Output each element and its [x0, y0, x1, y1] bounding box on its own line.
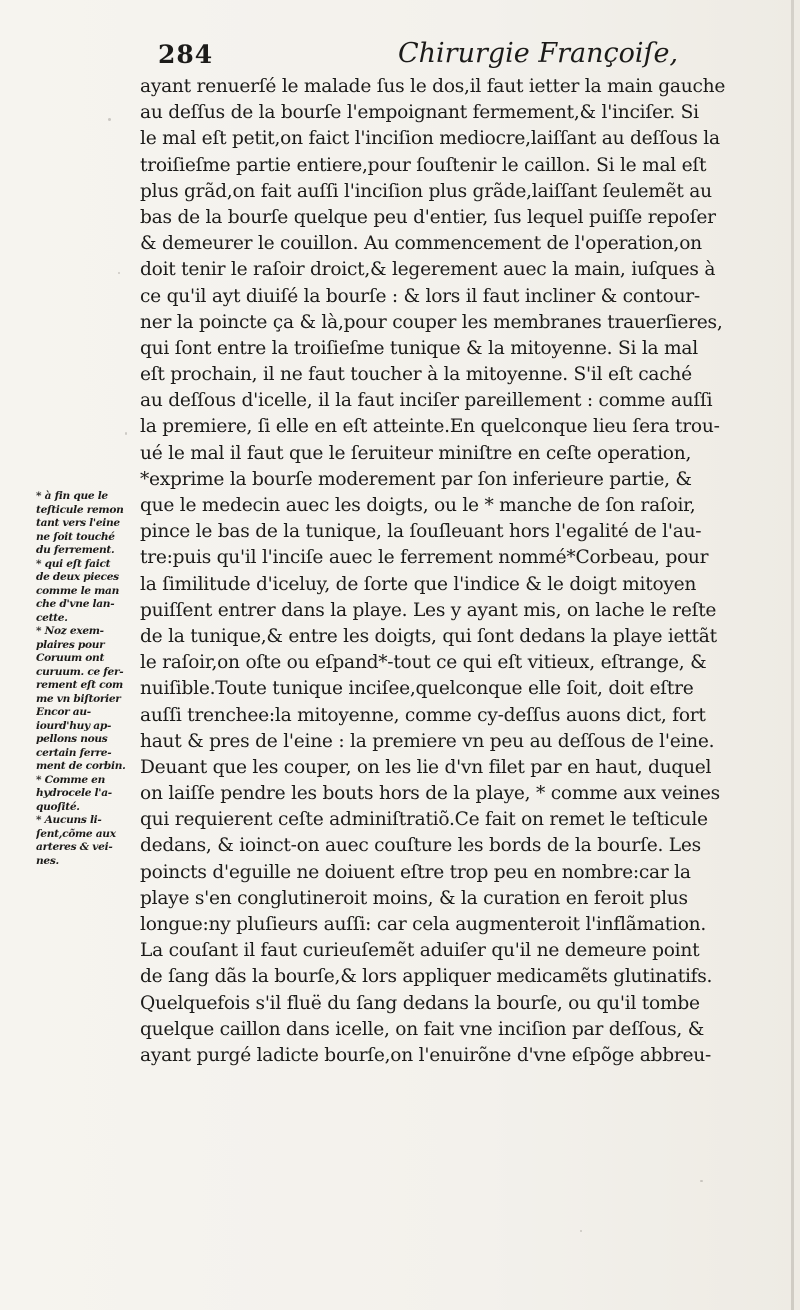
margin-note-line: ſent,cõme aux	[36, 827, 116, 840]
text-line: La couſant il faut curieuſemẽt aduiſer qu'il ne demeure point	[140, 940, 700, 962]
text-line: poincts d'eguille ne doiuent eſtre trop peu en nombre:car la	[140, 861, 691, 883]
margin-note-line: teſticule remon	[36, 503, 124, 516]
text-line: le mal eſt petit,on faict l'inciſion mediocre,laiſſant au deſſous la	[140, 128, 720, 150]
text-line: quelque caillon dans icelle, on fait vne inciſion par deſſous, &	[140, 1018, 705, 1040]
margin-note-line: certain ferre-	[36, 746, 112, 759]
text-line: la premiere, ſi elle en eſt atteinte.En quelconque lieu ſera trou-	[140, 416, 720, 438]
text-line: au deſſous d'icelle, il la faut inciſer pareillement : comme auſſi	[140, 390, 713, 412]
text-line: troiſieſme partie entiere,pour ſouſtenir le caillon. Si le mal eſt	[140, 154, 707, 176]
margin-note-line: quoſité.	[36, 800, 80, 813]
margin-note-line: nes.	[36, 854, 59, 867]
text-line: plus grãd,on fait auſſi l'inciſion plus grãde,laiſſant ſeulemẽt au	[140, 180, 712, 202]
running-title: Chirurgie Françoiſe,	[398, 38, 679, 69]
margin-note-line: cette.	[36, 611, 68, 624]
margin-note-line: iourd'huy ap-	[36, 719, 112, 732]
text-line: & demeurer le couillon. Au commencement de l'operation,on	[140, 233, 702, 255]
margin-note-line: * Noz exem-	[36, 625, 104, 637]
paper-speck	[700, 1180, 703, 1182]
text-line: doit tenir le raſoir droict,& legerement auec la main, iuſques à	[140, 259, 716, 281]
text-line: haut & pres de l'eine : la premiere vn peu au deſſous de l'eine.	[140, 730, 715, 752]
margin-note-line: * Comme en	[36, 773, 106, 786]
text-line: qui requierent ceſte adminiſtratiõ.Ce fait on remet le teſticule	[140, 809, 708, 831]
paper-speck	[580, 1230, 582, 1232]
page-edge-shadow	[791, 0, 794, 1310]
text-line: dedans, & ioinct-on auec couſture les bords de la bourſe. Les	[140, 835, 701, 857]
text-line: Deuant que les couper, on les lie d'vn filet par en haut, duquel	[140, 756, 712, 778]
text-line: qui ſont entre la troiſieſme tunique & la mitoyenne. Si la mal	[140, 337, 698, 359]
text-line: puiſſent entrer dans la playe. Les y ayant mis, on lache le reſte	[140, 599, 717, 621]
margin-note-line: * Aucuns li-	[36, 814, 102, 826]
text-line: la ſimilitude d'iceluy, de ſorte que l'indice & le doigt mitoyen	[140, 573, 697, 595]
text-line: au deſſus de la bourſe l'empoignant fermement,& l'inciſer. Si	[140, 102, 699, 124]
paper-speck	[125, 432, 127, 435]
text-line: de la tunique,& entre les doigts, qui ſont dedans la playe iettãt	[140, 625, 717, 647]
margin-note-line: arteres & vei-	[36, 841, 113, 853]
text-line: on laiſſe pendre les bouts hors de la playe, * comme aux veines	[140, 783, 720, 805]
margin-note-line: me vn biſtorier	[36, 692, 121, 705]
text-line: ce qu'il ayt diuiſé la bourſe : & lors il faut incliner & contour-	[140, 285, 700, 307]
text-line: tre:puis qu'il l'inciſe auec le ferrement nommé*Corbeau, pour	[140, 547, 709, 569]
main-text-block	[140, 74, 790, 1069]
page-number: 284	[158, 40, 214, 69]
margin-note-line: ment de corbin.	[36, 760, 126, 772]
text-line: ayant renuerſé le malade ſus le dos,il faut ietter la main gauche	[140, 76, 726, 97]
text-line: eſt prochain, il ne faut toucher à la mitoyenne. S'il eſt caché	[140, 364, 692, 386]
page-header	[158, 40, 758, 74]
margin-note-line: * à fin que le	[36, 490, 108, 502]
text-line: longue:ny pluſieurs auſſi: car cela augmenteroit l'inflãmation.	[140, 914, 707, 935]
text-line: auſſi trenchee:la mitoyenne, comme cy-deſſus auons dict, fort	[140, 704, 706, 726]
text-line: le raſoir,on oſte ou eſpand*-tout ce qui eſt vitieux, eſtrange, &	[140, 652, 707, 674]
margin-note-line: du ferrement.	[36, 544, 115, 556]
margin-note-line: ne ſoit touché	[36, 530, 115, 543]
margin-note-line: Encor au-	[36, 706, 91, 718]
text-line: ué le mal il faut que le ſeruiteur miniſtre en ceſte operation,	[140, 442, 692, 464]
margin-note-line: curuum. ce fer-	[36, 665, 124, 678]
margin-note-line: de deux pieces	[36, 571, 119, 583]
text-line: bas de la bourſe quelque peu d'entier, ſus lequel puiſſe repoſer	[140, 206, 716, 228]
margin-note-line: tant vers l'eine	[36, 517, 120, 529]
text-line: ayant purgé ladicte bourſe,on l'enuirõne d'vne eſpõge abbreu-	[140, 1044, 712, 1066]
paper-speck	[108, 118, 111, 121]
margin-note-line: Coruum ont	[36, 652, 105, 664]
margin-note-line: hydrocele l'a-	[36, 787, 112, 799]
text-line: que le medecin auec les doigts, ou le * manche de ſon raſoir,	[140, 495, 696, 516]
text-line: *exprime la bourſe moderement par ſon inferieure partie, &	[140, 468, 692, 490]
margin-note-line: plaires pour	[36, 638, 105, 651]
margin-note-line: * qui eſt faict	[36, 557, 111, 570]
text-line: pince le bas de la tunique, la ſouſleuant hors l'egalité de l'au-	[140, 521, 702, 543]
text-line: Quelquefois s'il fluë du ſang dedans la bourſe, ou qu'il tombe	[140, 992, 700, 1014]
text-line: de ſang dãs la bourſe,& lors appliquer medicamẽts glutinatifs.	[140, 966, 713, 988]
paper-speck	[118, 272, 120, 274]
margin-notes	[36, 490, 140, 868]
text-line: playe s'en conglutineroit moins, & la curation en feroit plus	[140, 887, 688, 909]
text-line: nuiſible.Toute tunique inciſee,quelconque elle ſoit, doit eſtre	[140, 678, 694, 700]
margin-note-line: che d'vne lan-	[36, 598, 115, 610]
margin-note-line: pellons nous	[36, 733, 108, 745]
text-line: ner la poincte ça & là,pour couper les membranes trauerſieres,	[140, 311, 723, 333]
margin-note-line: comme le man	[36, 584, 119, 597]
margin-note-line: rement eſt com	[36, 679, 123, 691]
